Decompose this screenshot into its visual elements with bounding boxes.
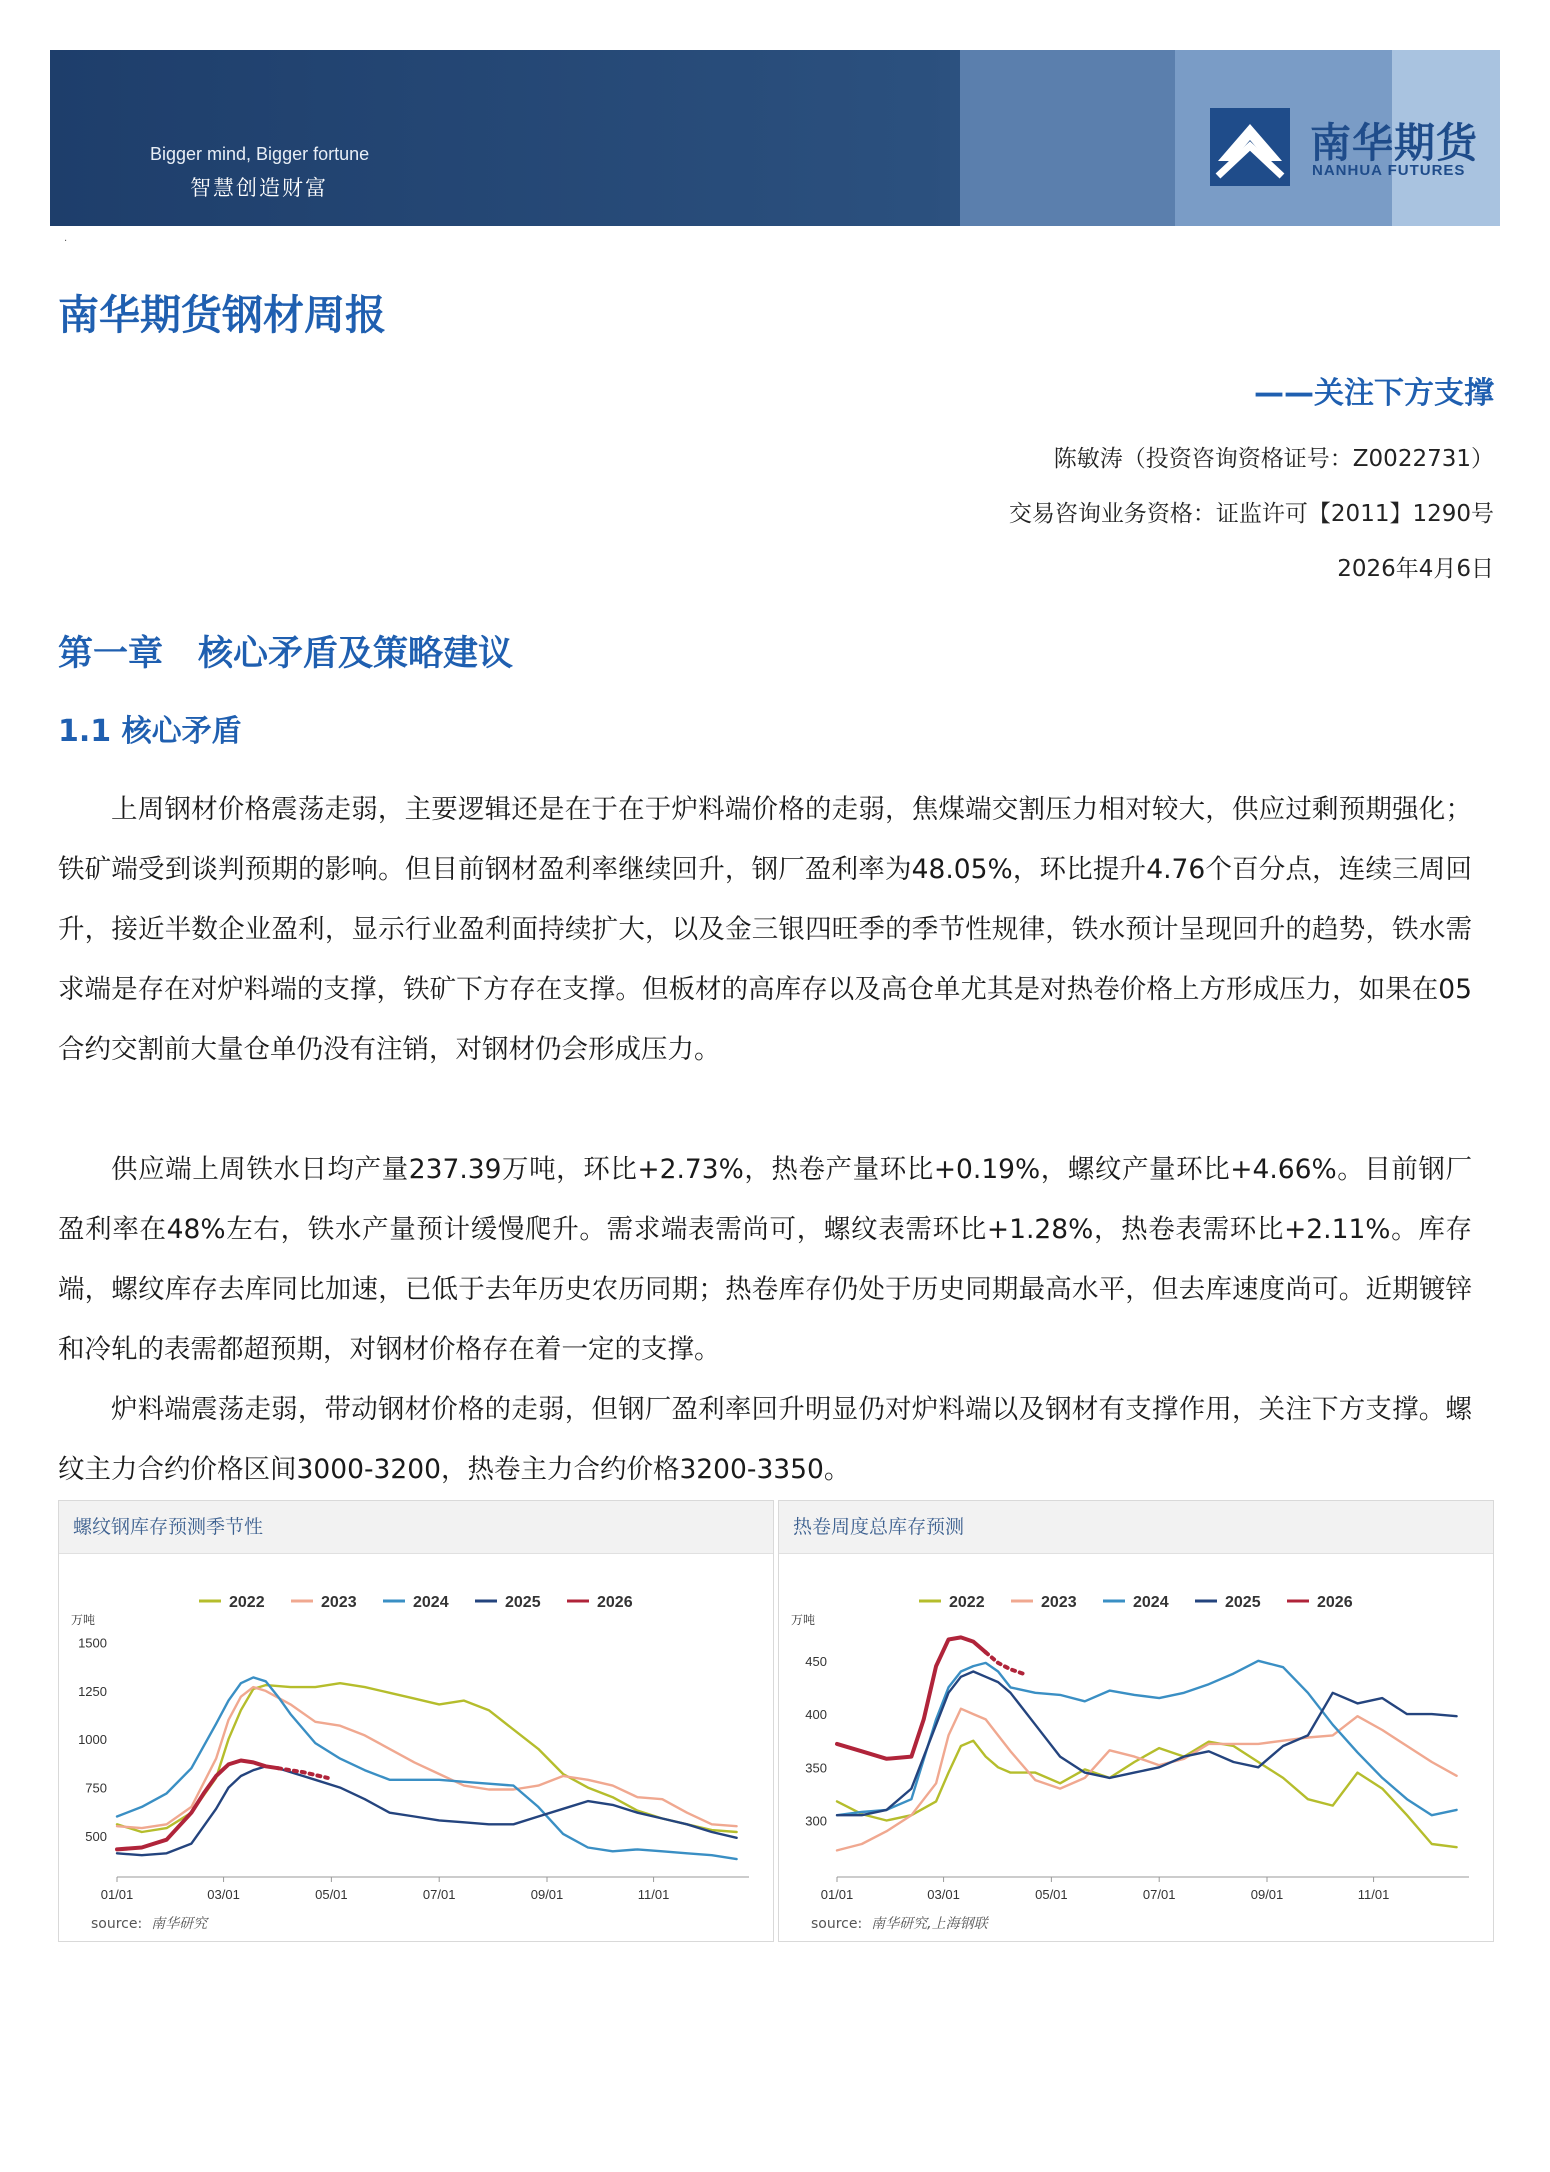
- legend-label-2022: 2022: [229, 1594, 265, 1611]
- y-axis-unit: 万吨: [71, 1613, 96, 1627]
- hot-coil-inventory-chart: [779, 1561, 1493, 1901]
- x-tick-label: 11/01: [637, 1887, 670, 1901]
- series-line-2023: [837, 1709, 1457, 1851]
- report-title: 南华期货钢材周报: [58, 291, 386, 339]
- chart-source: source: 南华研究: [91, 1916, 208, 1932]
- legend-label-2024: 2024: [413, 1594, 449, 1611]
- slogan-english: Bigger mind, Bigger fortune: [150, 144, 370, 164]
- logo-subtitle: NANHUA FUTURES: [1312, 162, 1466, 179]
- series-line-2022: [117, 1683, 737, 1832]
- series-line-2022: [837, 1741, 1457, 1848]
- x-tick-label: 01/01: [100, 1887, 134, 1901]
- x-tick-label: 09/01: [1250, 1887, 1284, 1901]
- slogan-chinese: 智慧创造财富: [190, 176, 328, 200]
- logo-name: 南华期货: [1310, 119, 1478, 167]
- y-axis-unit: 万吨: [791, 1613, 816, 1627]
- x-tick-label: 11/01: [1357, 1887, 1390, 1901]
- legend-label-2025: 2025: [1225, 1594, 1261, 1611]
- x-tick-label: 05/01: [315, 1887, 348, 1901]
- x-tick-label: 05/01: [1035, 1887, 1068, 1901]
- y-tick-label: 1500: [78, 1635, 107, 1651]
- legend-label-2025: 2025: [505, 1594, 541, 1611]
- header-banner: [50, 50, 1500, 226]
- y-tick-label: 450: [805, 1653, 827, 1669]
- y-tick-label: 500: [85, 1828, 107, 1844]
- x-tick-label: 01/01: [820, 1887, 854, 1901]
- paragraph: 供应端上周铁水日均产量237.39万吨，环比+2.73%，热卷产量环比+0.19%，螺纹产量环比+4.66%。目前钢厂盈利率在48%左右，铁水产量预计缓慢爬升。需求端表需尚可，螺纹表需环比+1.28%，热卷表需环比+2.11%。库存端，螺纹库存去库同比加速，已低于去年历史农历同期；热卷库存仍处于历史同期最高水平，但去库速度尚可。近期镀锌和冷轧的表需都超预期，对钢材价格存在着一定的支撑。: [58, 1154, 1472, 1365]
- y-tick-label: 400: [805, 1707, 827, 1723]
- legend-label-2022: 2022: [949, 1594, 985, 1611]
- legend-label-2024: 2024: [1133, 1594, 1169, 1611]
- rebar-inventory-chart-panel: [58, 1500, 774, 1942]
- paragraph: 炉料端震荡走弱，带动钢材价格的走弱，但钢厂盈利率回升明显仍对炉料端以及钢材有支撑作用，关注下方支撑。螺纹主力合约价格区间3000-3200，热卷主力合约价格3200-3350。: [58, 1394, 1472, 1485]
- chapter-heading: 第一章 核心矛盾及策略建议: [58, 634, 514, 674]
- x-tick-label: 03/01: [207, 1887, 240, 1901]
- hot-coil-inventory-chart-panel: [778, 1500, 1494, 1942]
- report-subtitle: ——关注下方支撑: [1254, 376, 1494, 411]
- y-tick-label: 1250: [78, 1683, 107, 1699]
- page-marker: ·: [64, 236, 68, 247]
- y-tick-label: 350: [805, 1760, 827, 1776]
- series-line-2026预测: [986, 1652, 1023, 1673]
- legend-label-2023: 2023: [321, 1594, 357, 1611]
- section-heading: 1.1 核心矛盾: [58, 714, 242, 749]
- y-tick-label: 750: [85, 1780, 107, 1796]
- x-tick-label: 09/01: [530, 1887, 564, 1901]
- author-line: 陈敏涛（投资咨询资格证号：Z0022731）: [1053, 446, 1494, 472]
- legend-label-2023: 2023: [1041, 1594, 1077, 1611]
- chart-title: 热卷周度总库存预测: [779, 1501, 1493, 1554]
- nanhua-logo: [1210, 106, 1495, 188]
- license-line: 交易咨询业务资格：证监许可【2011】1290号: [1008, 501, 1494, 527]
- legend-label-2026: 2026: [1317, 1594, 1353, 1611]
- x-tick-label: 03/01: [927, 1887, 960, 1901]
- rebar-inventory-chart: [59, 1561, 773, 1901]
- legend-label-2026: 2026: [597, 1594, 633, 1611]
- x-tick-label: 07/01: [422, 1887, 456, 1901]
- series-line-2023: [117, 1687, 737, 1828]
- report-date: 2026年4月6日: [1337, 556, 1494, 582]
- logo-mark-icon: [1210, 106, 1300, 188]
- series-line-2026: [837, 1637, 986, 1758]
- y-tick-label: 1000: [78, 1732, 107, 1748]
- y-tick-label: 300: [805, 1813, 827, 1829]
- chart-title: 螺纹钢库存预测季节性: [59, 1501, 773, 1554]
- chart-source: source: 南华研究,上海钢联: [811, 1916, 988, 1932]
- x-tick-label: 07/01: [1142, 1887, 1176, 1901]
- paragraph: 上周钢材价格震荡走弱，主要逻辑还是在于在于炉料端价格的走弱，焦煤端交割压力相对较大，供应过剩预期强化；铁矿端受到谈判预期的影响。但目前钢材盈利率继续回升，钢厂盈利率为48.05%，环比提升4.76个百分点，连续三周回升，接近半数企业盈利，显示行业盈利面持续扩大，以及金三银四旺季的季节性规律，铁水预计呈现回升的趋势，铁水需求端是存在对炉料端的支撑，铁矿下方存在支撑。但板材的高库存以及高仓单尤其是对热卷价格上方形成压力，如果在05合约交割前大量仓单仍没有注销，对钢材仍会形成压力。: [58, 794, 1472, 1065]
- banner-band: [960, 50, 1175, 226]
